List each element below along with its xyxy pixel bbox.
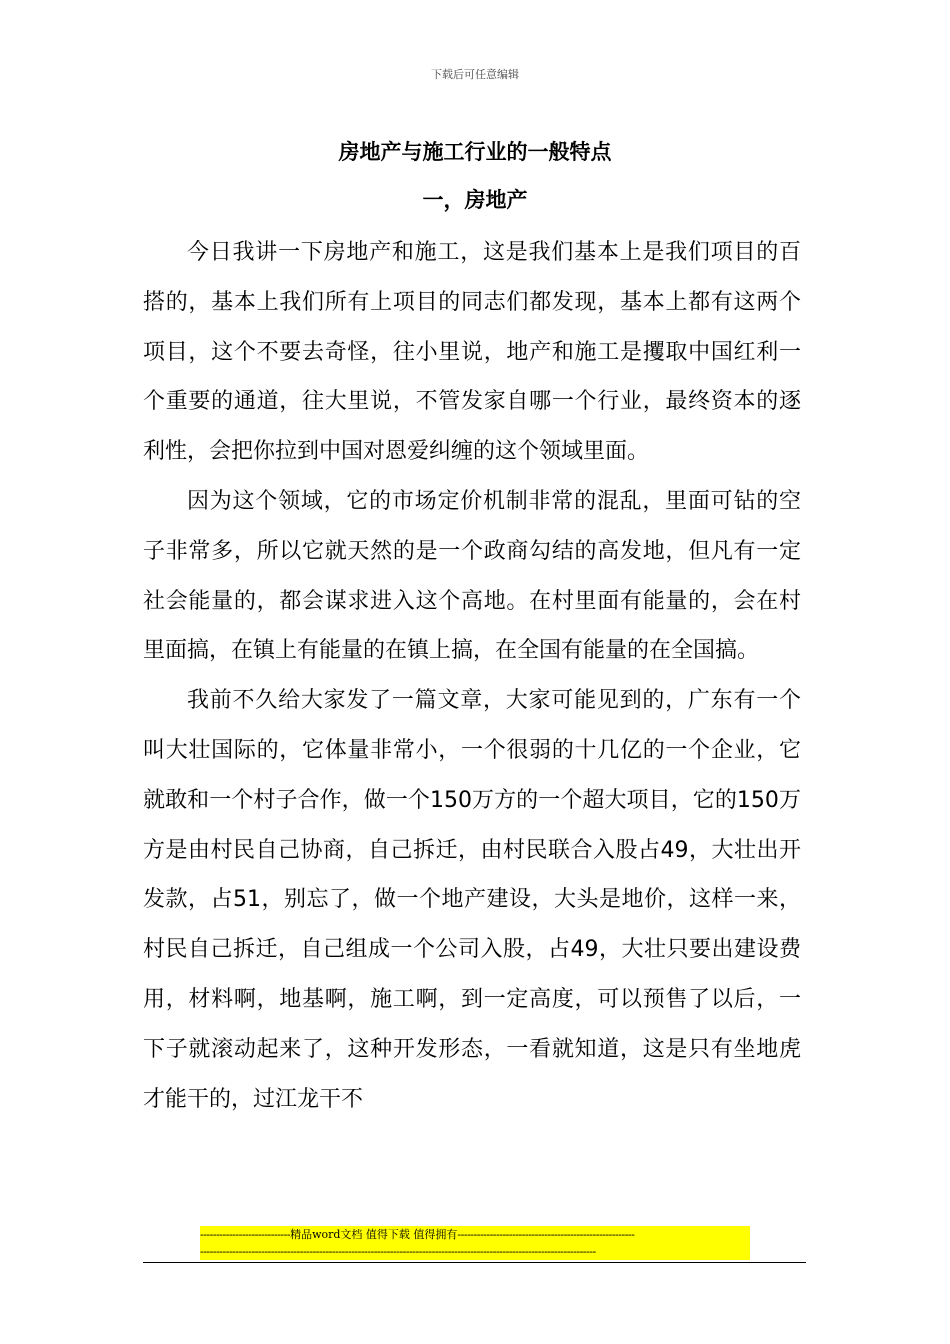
footer-banner [200, 1226, 750, 1260]
footer-banner-row [200, 1226, 750, 1243]
document-body [143, 228, 801, 1124]
footer-banner-text: 精品word文档 值得下载 值得拥有 [290, 1228, 458, 1241]
footer-dash-full: --------------------------------------------------------------------------------------------------------------------------- [200, 1245, 596, 1258]
footer-banner-row [200, 1243, 750, 1260]
footer-rule [143, 1262, 806, 1263]
footer-dash-right: ------------------------------------------------------- [457, 1228, 635, 1241]
footer-dash-left: ---------------------------- [200, 1228, 291, 1241]
section-heading: 一，房地产 [422, 188, 528, 212]
document-title: 房地产与施工行业的一般特点 [338, 140, 612, 164]
paragraph: 我前不久给大家发了一篇文章，大家可能见到的，广东有一个叫大壮国际的，它体量非常小，一个很弱的十几亿的一个企业，它就敢和一个村子合作，做一个150万方的一个超大项目，它的150万方是由村民自己协商，自己拆迁，由村民联合入股占49，大壮出开发款，占51，别忘了，做一个地产建设，大头是地价，这样一来，村民自己拆迁，自己组成一个公司入股，占49，大壮只要出建设费用，材料啊，地基啊，施工啊，到一定高度，可以预售了以后，一下子就滚动起来了，这种开发形态，一看就知道，这是只有坐地虎才能干的，过江龙干不 [143, 688, 801, 1112]
paragraph: 因为这个领域，它的市场定价机制非常的混乱，里面可钻的空子非常多，所以它就天然的是一个政商勾结的高发地，但凡有一定社会能量的，都会谋求进入这个高地。在村里面有能量的，会在村里面搞，在镇上有能量的在镇上搞，在全国有能量的在全国搞。 [143, 488, 801, 664]
paragraph: 今日我讲一下房地产和施工，这是我们基本上是我们项目的百搭的，基本上我们所有上项目的同志们都发现，基本上都有这两个项目，这个不要去奇怪，往小里说，地产和施工是攫取中国红利一个重要的通道，往大里说，不管发家自哪一个行业，最终资本的逐利性，会把你拉到中国对恩爱纠缠的这个领域里面。 [143, 240, 801, 465]
header-note: 下载后可任意编辑 [431, 68, 519, 81]
